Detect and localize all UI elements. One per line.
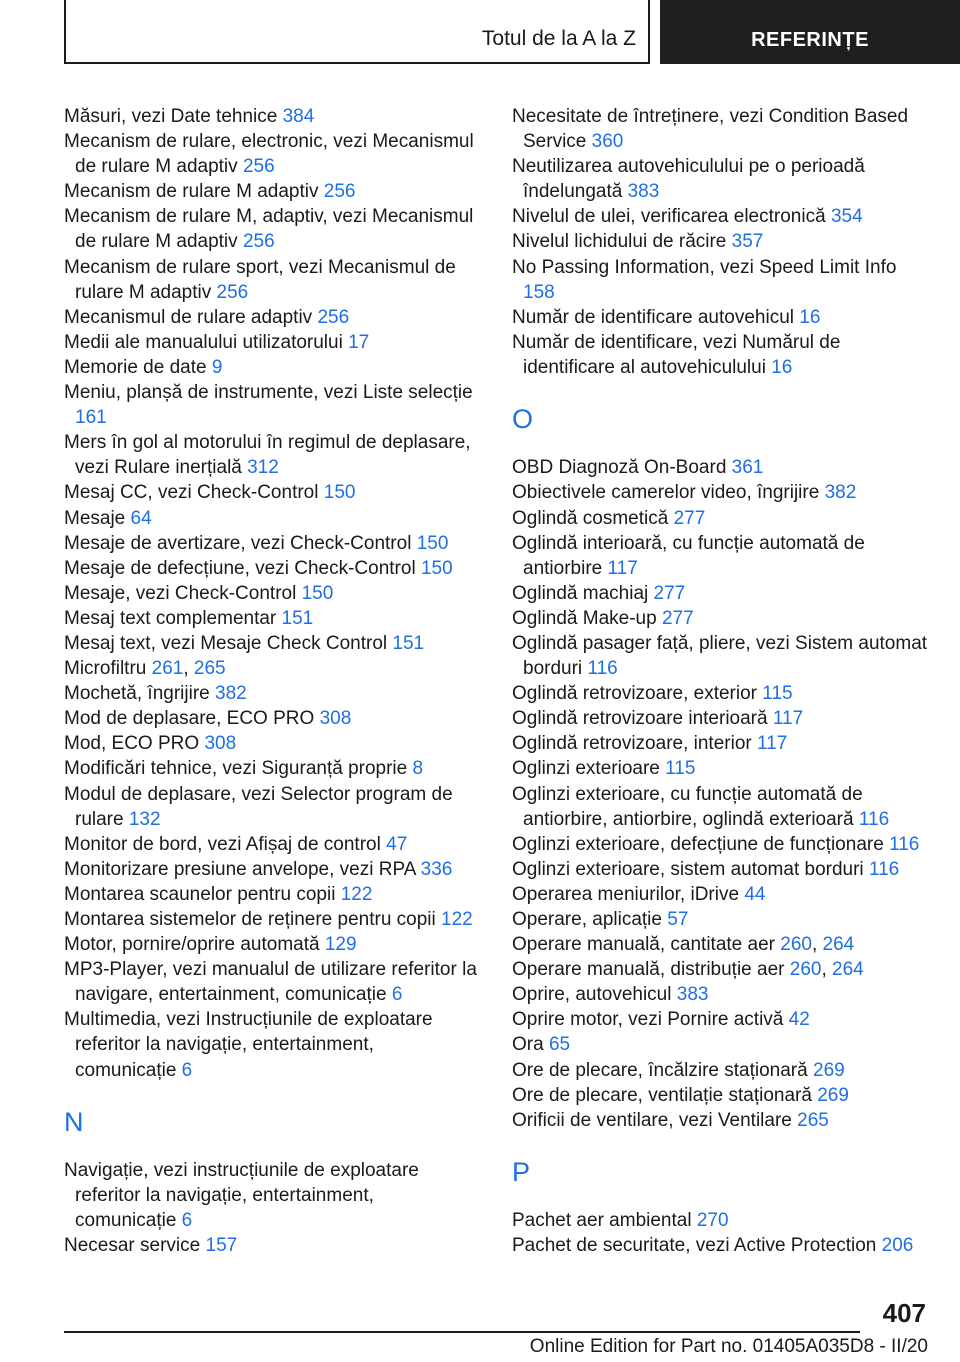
- page-link[interactable]: 269: [817, 1084, 849, 1106]
- page-link[interactable]: 383: [627, 181, 660, 203]
- page-link[interactable]: 354: [830, 206, 863, 228]
- index-entry: [512, 229, 930, 254]
- page-link[interactable]: 42: [788, 1009, 810, 1031]
- page-link[interactable]: 116: [858, 808, 890, 830]
- page-link[interactable]: 269: [813, 1059, 845, 1081]
- index-entry-text: Nivelul lichidului de răcire: [512, 231, 727, 253]
- header-section-box: [64, 0, 650, 64]
- index-entry-text: Motor, pornire/oprire automată: [64, 934, 320, 956]
- index-entry-text: Obiectivele camerelor video, îngrijire: [512, 482, 820, 504]
- index-entry-text: Pachet aer ambiental: [512, 1210, 692, 1232]
- index-entry: [64, 1007, 478, 1082]
- page-link[interactable]: 122: [340, 883, 373, 905]
- index-entry: [512, 1233, 930, 1258]
- index-entry: [64, 882, 478, 907]
- index-entry: Operare manuală, cantitate aer 260, 264: [512, 934, 855, 956]
- index-entry-text: Oglinzi exterioare, sistem automat borduri: [512, 858, 864, 880]
- index-entry: [64, 1158, 478, 1233]
- page-link[interactable]: 117: [772, 708, 804, 730]
- index-entry-text: Orificii de ventilare, vezi Ventilare: [512, 1109, 792, 1131]
- index-entry: [512, 756, 930, 781]
- page-link[interactable]: 151: [281, 607, 314, 629]
- index-entry: [64, 305, 478, 330]
- page-link[interactable]: 270: [696, 1210, 729, 1232]
- index-entry: [64, 681, 478, 706]
- index-entry: [512, 681, 930, 706]
- index-entry: [64, 255, 478, 305]
- index-entry: [64, 1233, 478, 1258]
- page-link[interactable]: 383: [676, 984, 709, 1006]
- page-link[interactable]: 116: [889, 833, 920, 855]
- index-entry-text: Mesaje: [64, 507, 126, 529]
- footer-edition: Online Edition for Part no. 01405A035D8 - II/20: [529, 1336, 928, 1357]
- index-entry-text: OBD Diagnoză On-Board: [512, 457, 727, 479]
- index-entry: [512, 104, 930, 154]
- index-entry: [512, 782, 930, 832]
- page-link[interactable]: 256: [242, 156, 275, 178]
- index-entry: [512, 1208, 930, 1233]
- page-link[interactable]: 115: [665, 758, 696, 780]
- page-link[interactable]: 158: [523, 281, 555, 303]
- index-entry-text: Pachet de securitate, vezi Active Protection: [512, 1235, 877, 1257]
- page-link[interactable]: 44: [744, 883, 766, 905]
- page-link[interactable]: 264: [832, 959, 864, 981]
- index-entry: [64, 204, 478, 254]
- index-entry: Operare manuală, distribuție aer 260, 264: [512, 959, 864, 981]
- index-entry: [512, 982, 930, 1007]
- index-entry: [64, 430, 478, 480]
- index-entry: [64, 731, 478, 756]
- page-link[interactable]: 16: [771, 356, 793, 378]
- index-entry-text: Mod de deplasare, ECO PRO: [64, 708, 315, 730]
- index-entry: [64, 355, 478, 380]
- index-entry-text: Număr de identificare autovehicul: [512, 306, 794, 328]
- index-entry: [512, 907, 930, 932]
- index-entry-text: No Passing Information, vezi Speed Limit Info: [512, 256, 897, 278]
- index-entry-text: Oglindă retrovizoare, interior: [512, 733, 752, 755]
- index-entry: [64, 957, 478, 1007]
- page-link[interactable]: 6: [181, 1210, 193, 1232]
- index-letter-heading: P: [512, 1156, 531, 1187]
- index-entry: [512, 531, 930, 581]
- index-entry-text: Modul de deplasare, vezi Selector program de rulare: [64, 783, 453, 830]
- index-entry-text: Oglindă pasager față, pliere, vezi Sistem automat borduri: [512, 632, 928, 680]
- index-entry-text: Mesaj CC, vezi Check-Control: [64, 482, 319, 504]
- index-entry-text: Nivelul de ulei, verificarea electronică: [512, 206, 826, 228]
- index-entry-text: Mochetă, îngrijire: [64, 683, 210, 705]
- index-entry-text: Mesaje, vezi Check-Control: [64, 582, 297, 604]
- index-entry: [512, 506, 930, 531]
- index-entry: [512, 255, 930, 305]
- page-link[interactable]: 256: [323, 181, 356, 203]
- index-entry-text: Necesitate de întreținere, vezi Condition Based Service: [512, 106, 909, 153]
- index-entry: [64, 179, 478, 204]
- index-entry-text: Navigație, vezi instrucțiunile de exploatare referitor la navigație, entertainment, comunicație: [64, 1159, 419, 1232]
- index-entry-text: Operare manuală, distribuție aer: [512, 959, 785, 981]
- page-link[interactable]: 132: [128, 808, 161, 830]
- page-link[interactable]: 151: [392, 632, 425, 654]
- page-number: 407: [882, 1298, 926, 1328]
- page-link[interactable]: 264: [822, 934, 855, 956]
- index-entry-text: Necesar service: [64, 1235, 201, 1257]
- index-entry: [64, 531, 478, 556]
- page-link[interactable]: 115: [762, 683, 793, 705]
- index-entry: [512, 882, 930, 907]
- page-link[interactable]: 382: [824, 482, 857, 504]
- index-entry-text: Neutilizarea autovehiculului pe o perioadă îndelungată: [512, 156, 865, 203]
- index-entry-text: Mesaje de defecțiune, vezi Check-Control: [64, 557, 416, 579]
- header-chapter-tab[interactable]: [660, 0, 960, 64]
- index-entry-text: Oglindă Make-up: [512, 607, 657, 629]
- page-link[interactable]: 260: [789, 959, 822, 981]
- index-entry-text: Oglindă interioară, cu funcție automată de antiorbire: [512, 532, 865, 579]
- index-entry: [64, 706, 478, 731]
- page-link[interactable]: 206: [881, 1235, 914, 1257]
- index-entry: [64, 782, 478, 832]
- page-link[interactable]: 308: [204, 733, 237, 755]
- index-entry-text: Mesaje de avertizare, vezi Check-Control: [64, 532, 412, 554]
- footer-divider: [64, 1331, 860, 1333]
- index-entry-text: Medii ale manualului utilizatorului: [64, 331, 343, 353]
- page-link[interactable]: 357: [731, 231, 764, 253]
- index-entry-text: Oprire motor, vezi Pornire activă: [512, 1009, 784, 1031]
- index-entry: [512, 581, 930, 606]
- index-entry-text: Mecanismul de rulare adaptiv: [64, 306, 313, 328]
- page-link[interactable]: 9: [211, 356, 223, 378]
- page-link[interactable]: 382: [215, 683, 247, 705]
- index-entry: [64, 480, 478, 505]
- page-link[interactable]: 117: [757, 733, 788, 755]
- page-link[interactable]: 122: [441, 909, 473, 930]
- index-entry: [64, 932, 478, 957]
- index-entry-text: Număr de identificare, vezi Numărul de identificare al autovehiculului: [512, 331, 841, 378]
- page-link[interactable]: 361: [731, 457, 764, 479]
- page-link[interactable]: 261: [151, 658, 184, 680]
- index-entry: [512, 480, 930, 505]
- index-entry: [64, 832, 478, 857]
- index-entry: [512, 1108, 930, 1133]
- index-entry-text: Mecanism de rulare M, adaptiv, vezi Mecanismul de rulare M adaptiv: [64, 206, 474, 253]
- index-entry-text: Montarea sistemelor de reținere pentru copii: [64, 909, 436, 930]
- index-column-left: [64, 104, 478, 1258]
- page-link[interactable]: 64: [130, 507, 152, 529]
- page-link[interactable]: 260: [780, 934, 812, 956]
- index-entry: [64, 330, 478, 355]
- index-entry-text: Ore de plecare, ventilație staționară: [512, 1084, 812, 1106]
- header-chapter-title: REFERINȚE: [751, 28, 869, 51]
- page-link[interactable]: 384: [282, 106, 315, 127]
- index-entry-text: Meniu, planșă de instrumente, vezi Liste selecție: [64, 382, 473, 404]
- index-entry-text: Mesaj text complementar: [64, 607, 277, 629]
- index-entry-text: Operarea meniurilor, iDrive: [512, 883, 740, 905]
- index-entry-text: Oglinzi exterioare, defecțiune de funcționare: [512, 833, 884, 855]
- page-link[interactable]: 360: [591, 131, 624, 153]
- index-entry: [64, 581, 478, 606]
- index-entry: [64, 631, 478, 656]
- index-letter-heading: N: [64, 1106, 84, 1137]
- index-entry: [512, 1058, 930, 1083]
- index-entry-text: Oglindă machiaj: [512, 582, 649, 604]
- page-link[interactable]: 256: [317, 306, 350, 328]
- page-link[interactable]: 265: [193, 658, 226, 680]
- index-entry-text: Oprire, autovehicul: [512, 984, 672, 1006]
- page-link[interactable]: 17: [348, 331, 370, 353]
- page-link[interactable]: 8: [412, 758, 424, 780]
- page-link[interactable]: 116: [587, 658, 618, 680]
- page-link[interactable]: 150: [301, 582, 334, 604]
- index-entry: [64, 506, 478, 531]
- index-entry: [512, 330, 930, 380]
- page-link[interactable]: 129: [324, 934, 357, 956]
- page-link[interactable]: 16: [799, 306, 821, 328]
- page-link[interactable]: 157: [205, 1235, 238, 1257]
- index-entry: [64, 104, 478, 129]
- page-link[interactable]: 277: [653, 582, 686, 604]
- index-entry-text: Microfiltru: [64, 658, 147, 680]
- page-link[interactable]: 6: [181, 1059, 193, 1081]
- index-entry-text: Monitorizare presiune anvelope, vezi RPA: [64, 858, 416, 880]
- page-link[interactable]: 161: [75, 407, 107, 429]
- index-entry-text: Modificări tehnice, vezi Siguranță proprie: [64, 758, 408, 780]
- index-entry: [512, 305, 930, 330]
- index-entry-text: Mecanism de rulare M adaptiv: [64, 181, 319, 203]
- index-entry: [64, 857, 478, 882]
- index-entry: [512, 631, 930, 681]
- index-entry-text: Monitor de bord, vezi Afișaj de control: [64, 833, 381, 855]
- index-entry-text: Memorie de date: [64, 356, 207, 378]
- index-entry: [512, 857, 930, 882]
- index-entry-text: Mod, ECO PRO: [64, 733, 200, 755]
- index-entry: [512, 832, 930, 857]
- index-entry: [512, 731, 930, 756]
- page-link[interactable]: 308: [319, 708, 352, 730]
- index-entry-text: Mecanism de rulare sport, vezi Mecanismul de rulare M adaptiv: [64, 256, 456, 303]
- page-link[interactable]: 312: [247, 457, 279, 479]
- index-entry: [512, 154, 930, 204]
- index-entry-text: Operare manuală, cantitate aer: [512, 934, 775, 956]
- index-entry-text: Oglinzi exterioare, cu funcție automată de antiorbire, antiorbire, oglindă exterioară: [512, 783, 863, 830]
- index-entry: [512, 1007, 930, 1032]
- page-link[interactable]: 150: [420, 557, 453, 579]
- page-link[interactable]: 336: [420, 858, 453, 880]
- index-column-right: [512, 104, 930, 1258]
- page-link[interactable]: 65: [548, 1034, 571, 1056]
- index-entry-text: Multimedia, vezi Instrucțiunile de exploatare referitor la navigație, entertainment, comunicație: [64, 1009, 433, 1081]
- index-entry-text: Oglindă retrovizoare, exterior: [512, 683, 757, 705]
- index-entry: [512, 1083, 930, 1108]
- index-letter-heading: O: [512, 404, 534, 435]
- page-link[interactable]: 57: [667, 909, 689, 931]
- page-link[interactable]: 116: [868, 858, 900, 880]
- index-entry: [512, 606, 930, 631]
- index-entry-text: Montarea scaunelor pentru copii: [64, 883, 336, 905]
- index-entry-text: Mecanism de rulare, electronic, vezi Mecanismul de rulare M adaptiv: [64, 131, 474, 178]
- page-link[interactable]: 256: [242, 231, 275, 253]
- index-entry: [512, 455, 930, 480]
- page-link[interactable]: 265: [797, 1109, 829, 1131]
- index-entry: [64, 606, 478, 631]
- index-entry: [64, 129, 478, 179]
- page-link[interactable]: 47: [386, 833, 408, 855]
- index-entry: [512, 1032, 930, 1057]
- index-entry: [512, 706, 930, 731]
- page-link[interactable]: 117: [607, 557, 638, 579]
- index-entry-text: Ore de plecare, încălzire staționară: [512, 1059, 808, 1081]
- page-link[interactable]: 256: [216, 281, 249, 303]
- index-entry: [64, 907, 478, 932]
- page-link[interactable]: 150: [416, 532, 449, 554]
- page-link[interactable]: 277: [673, 507, 706, 529]
- index-entry-text: Mers în gol al motorului în regimul de deplasare, vezi Rulare inerțială: [64, 432, 471, 479]
- header-section-title: Totul de la A la Z: [481, 27, 636, 50]
- index-entry: Microfiltru 261, 265: [64, 658, 226, 680]
- index-entry-text: Oglindă cosmetică: [512, 507, 669, 529]
- index-entry: [64, 756, 478, 781]
- index-entry-text: Măsuri, vezi Date tehnice: [64, 106, 278, 127]
- page-link[interactable]: 6: [391, 984, 403, 1006]
- index-entry-text: MP3-Player, vezi manualul de utilizare referitor la navigare, entertainment, comunicație: [64, 959, 477, 1006]
- page-link[interactable]: 150: [323, 482, 356, 504]
- index-entry-text: Mesaj text, vezi Mesaje Check Control: [64, 632, 388, 654]
- index-entry-text: Oglindă retrovizoare interioară: [512, 708, 768, 730]
- index-entry: [512, 204, 930, 229]
- index-entry: [64, 556, 478, 581]
- index-entry-text: Oglinzi exterioare: [512, 758, 660, 780]
- page-link[interactable]: 277: [661, 607, 694, 629]
- index-entry-text: Operare, aplicație: [512, 909, 662, 931]
- index-entry: [64, 380, 478, 430]
- index-entry-text: Ora: [512, 1034, 544, 1056]
